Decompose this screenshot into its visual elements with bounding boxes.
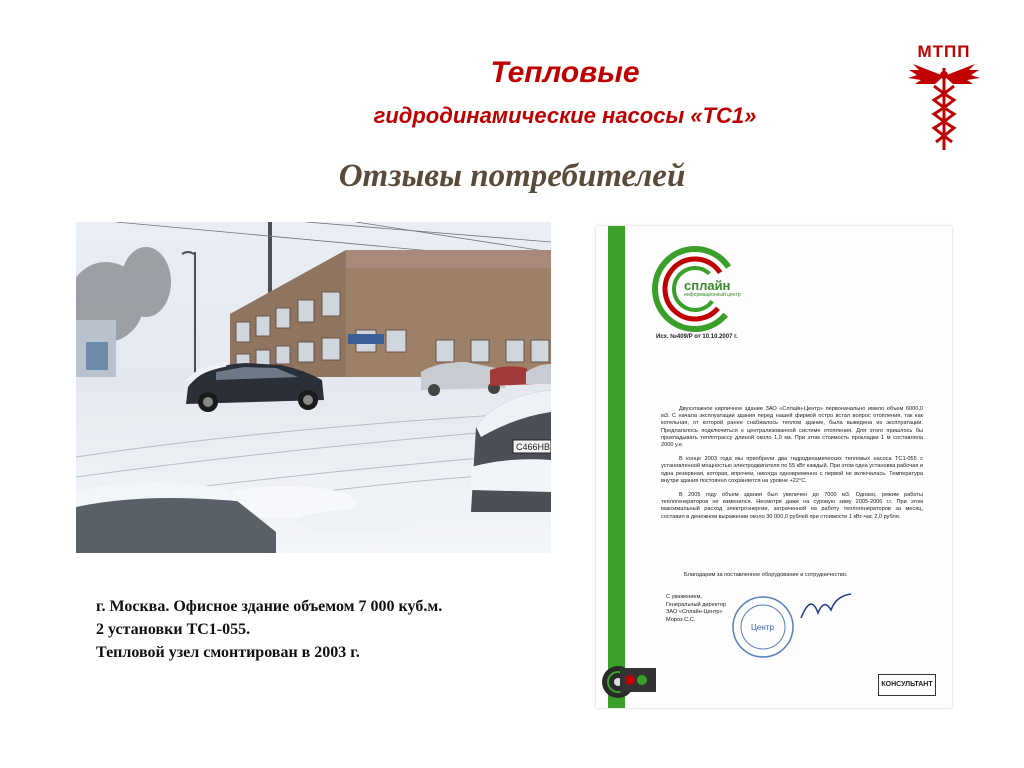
letter-reference: Исх. №409/Р от 10.10.2007 г. bbox=[656, 334, 738, 340]
caption-line3: Тепловой узел смонтирован в 2003 г. bbox=[96, 644, 360, 661]
letter-paragraph: В 2005 году объем здания был увеличен до 7000 м3. Однако, режим работы теплогенераторов не изменился. Несмотря даже на суровую зиму 2005-2006 г.г. При этом максимальный расход электроэнергии, затраченной на работу теплогенераторов за месяц, составил в денежном выражении около 30 000,0 рублей при стоимости 1 кВт-час 2,0 рубля. bbox=[661, 492, 923, 520]
caption-line2: 2 установки ТС1-055. bbox=[96, 621, 251, 638]
footer-consultant-logo: КОНСУЛЬТАНТ bbox=[878, 674, 936, 696]
letter-body bbox=[661, 406, 923, 528]
mtpp-logo-text: МТПП bbox=[917, 42, 971, 61]
photo-caption bbox=[96, 595, 442, 664]
testimonial-letter bbox=[596, 226, 952, 708]
letter-paragraph: В конце 2003 года мы приобрели два гидродинамических тепловых насоса ТС1-055 с установленной мощностью электродвигателя по 55 кВт каждый. При этом одна установка рабочая и одна резервная, которая, впрочем, никогда одновременно с первой не включалась. Температура внутри здания постоянно сохраняется на уровне +22°С. bbox=[661, 456, 923, 484]
plate-text: С466НВ bbox=[516, 442, 551, 452]
slide-subtitle: Отзывы потребителей bbox=[338, 158, 686, 194]
letter-brand: сплайн bbox=[684, 278, 731, 293]
building-photo bbox=[76, 222, 551, 553]
slide-title-line2: гидродинамические насосы «ТС1» bbox=[373, 103, 757, 128]
letter-paragraph: Двухэтажное кирпичное здание ЗАО «Сплайн-Центр» первоначально имело объем 6000,0 м3. С начала эксплуатации здания перед нашей фирмой остро встал вопрос отопления, так как котельная, от которой ранее снабжалось теплом здание, была выведена из эксплуатации. Предлагалось подключиться к централизованной системе отопления. Для этого пришлось бы прокладывать теплотрассу длиной около 1,0 км. При этом стоимость прокладки 1 м составляла 2000 у.е. bbox=[661, 406, 923, 449]
sign-line: ЗАО «Сплайн-Центр» bbox=[666, 609, 723, 616]
sign-line: Мороз С.С. bbox=[666, 616, 696, 623]
sign-line: С уважением, bbox=[666, 594, 702, 600]
caduceus-icon bbox=[905, 42, 983, 152]
stamp-icon bbox=[728, 592, 798, 662]
consultant-logo-icon bbox=[620, 668, 656, 692]
sign-line: Генеральный директор bbox=[666, 601, 726, 608]
letter-signature-block bbox=[666, 594, 726, 624]
caption-line1: г. Москва. Офисное здание объемом 7 000 куб.м. bbox=[96, 598, 443, 615]
slide-title: Тепловые bbox=[490, 56, 640, 89]
signature-icon bbox=[796, 588, 856, 628]
letter-brand-sub: информационный центр bbox=[684, 292, 741, 298]
letter-thanks: Благодарим за поставленное оборудование и сотрудничество. bbox=[684, 572, 848, 578]
letter-green-bar bbox=[608, 226, 625, 708]
stamp-text: Центр bbox=[751, 623, 774, 632]
mtpp-logo bbox=[905, 42, 983, 152]
